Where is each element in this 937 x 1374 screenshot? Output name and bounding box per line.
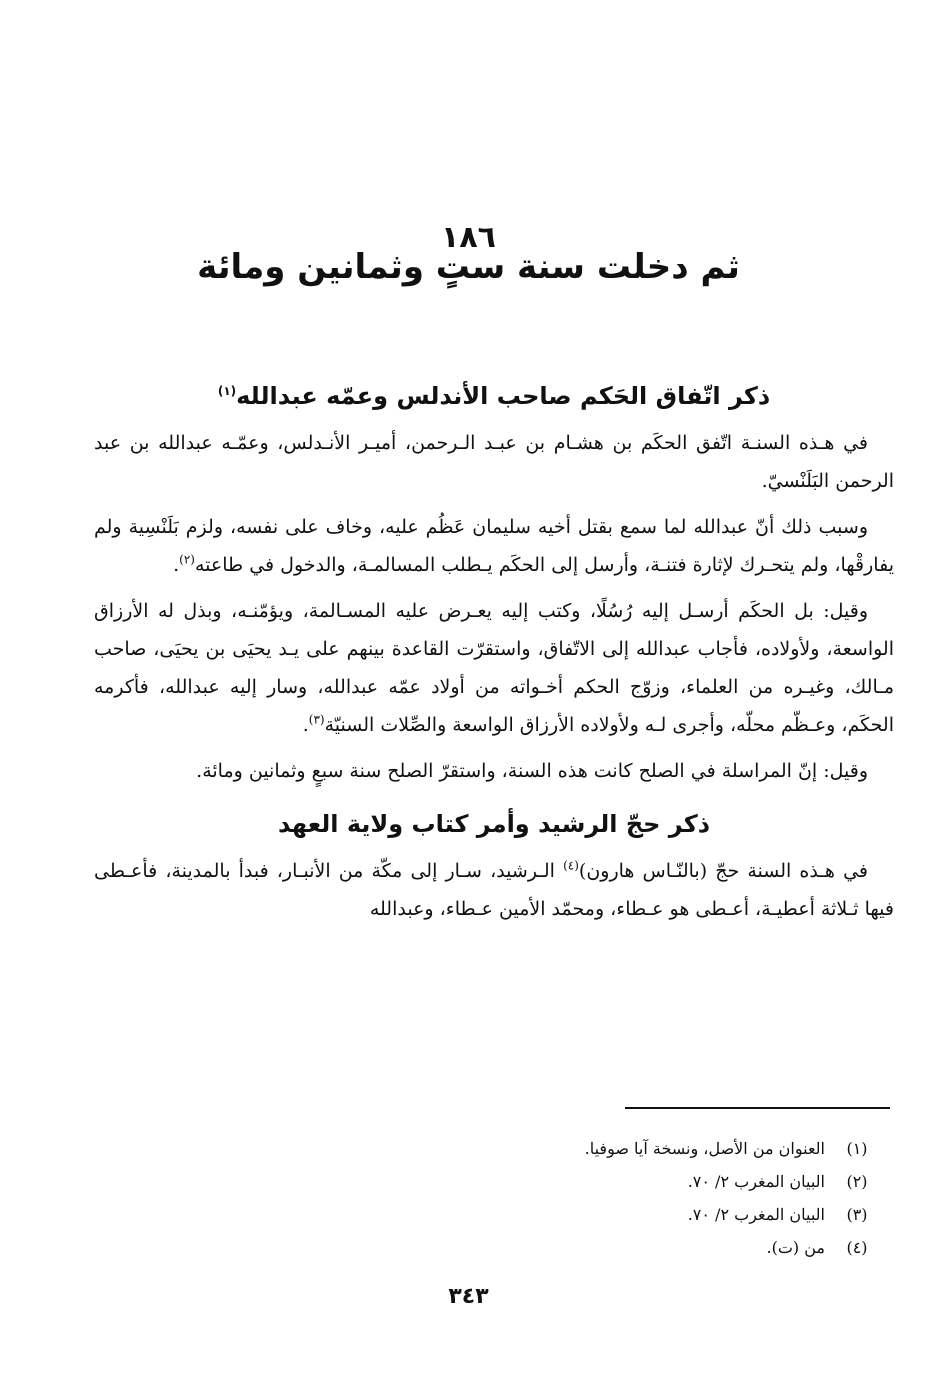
footnote-number: (٣) [846,1205,868,1224]
page-number: ٣٤٣ [448,1284,489,1309]
paragraph-tail: . [173,554,180,576]
footnote-text: البيان المغرب ٢/ ٧٠. [687,1205,825,1224]
chapter-title: ثم دخلت سنة ستٍ وثمانين ومائة [197,247,740,287]
footnote-item [89,1165,889,1198]
year-number: ١٨٦ [441,220,496,255]
footnote-item [89,1132,889,1165]
paragraph [94,592,894,744]
paragraph-text: وسبب ذلك أنّ عبدالله لما سمع بقتل أخيه سليمان عَظُم عليه، وخاف على نفسه، ولزم بَلَنْسِية ولم يفارقْها، ولم يتحـرك لإثارة فتنـة، وأرسل إلى الحكَم يـطلب المسالمـة، والدخول في طاعته [94,516,894,576]
paragraph-text: وقيل: إنّ المراسلة في الصلح كانت هذه السنة، واستقرّ الصلح سنة سبعٍ وثمانين ومائة. [196,760,868,782]
footnote-ref: (٣) [308,712,325,727]
paragraph-tail: الـرشيد، سـار إلى مكّة من الأنبـار، فبدأ بالمدينة، فأعـطى فيها ثـلاثة أعطيـة، أعـطى هو عـطاء، ومحمّد الأمين عـطاء، وعبدالله [94,860,894,920]
paragraph-text: في هـذه السنـة اتّفق الحكَم بن هشـام بن عبـد الـرحمن، أميـر الأنـدلس، وعمّـه عبدالله بن عبد الرحمن البَلَنْسيّ. [94,432,894,492]
paragraph-text: وقيل: بل الحكَم أرسـل إليه رُسُلًا، وكتب إليه يعـرض عليه المسـالمة، ويؤمّنـه، وبذل له الأرزاق الواسعة، ولأولاده، فأجاب عبدالله إلى الاتّفاق، واستقرّت القاعدة بينهم على يـد يحيَى بن يحيَى، صاحب مـالك، وغيـره من العلماء، وزوّج الحكم أخـواته من أولاد عمّه عبدالله، وسار إليه عبدالله، فأكرمه الحكَم، وعـظّم محلّه، وأجرى لـه ولأولاده الأرزاق الواسعة والصِّلات السنيّة [94,600,894,736]
paragraph [94,508,894,584]
section-heading-text: ذكر اتّفاق الحَكم صاحب الأندلس وعمّه عبدالله [236,382,771,410]
footnote-ref: (٢) [179,552,195,567]
paragraph [94,852,894,928]
paragraph [94,424,894,500]
main-text [94,372,894,936]
footnote-text: البيان المغرب ٢/ ٧٠. [687,1172,825,1191]
paragraph-tail: . [302,714,309,736]
footnote-text: من (ت). [766,1238,825,1257]
footnote-number: (٤) [846,1238,868,1257]
section-heading-2: ذكر حجّ الرشيد وأمر كتاب ولاية العهد [277,810,711,838]
footnote-divider [625,1107,890,1109]
footnote-number: (٢) [846,1172,868,1191]
paragraph [94,752,894,790]
footnote-text: العنوان من الأصل، ونسخة آيا صوفيا. [584,1139,825,1158]
footnote-item [89,1231,889,1264]
section-heading-1 [94,372,894,420]
footnote-ref: (١) [217,384,237,398]
paragraph-text: في هـذه السنة حجّ (بالنّـاس هارون) [578,860,868,882]
footnote-ref: (٤) [563,858,579,873]
footnotes-list [89,1132,889,1264]
footnote-item [89,1198,889,1231]
footnote-number: (١) [846,1139,868,1158]
